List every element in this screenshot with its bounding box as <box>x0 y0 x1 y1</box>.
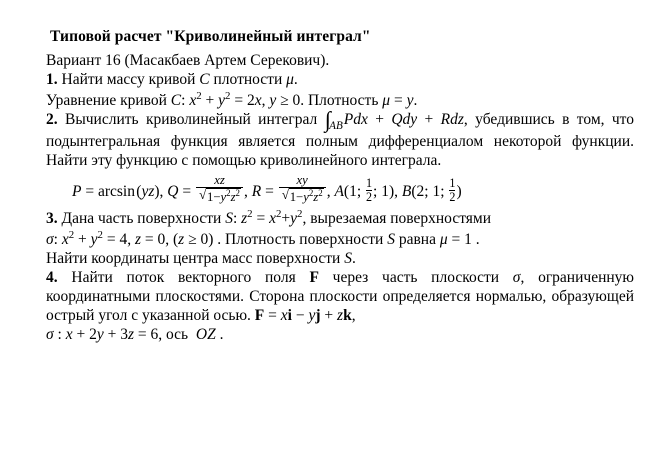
task-3-line-2: σ: $x^2 + y^2 = 4$, z = 0, (z ≥ 0) . Плотность поверхности S равна μ = 1 . <box>46 229 480 249</box>
task-2-number: 2. <box>46 110 58 128</box>
task-1-number: 1. <box>46 71 58 88</box>
task-3-line-3: Найти координаты центра масс поверхности S. <box>46 250 356 268</box>
variant-line: Вариант 16 (Масакбаев Артем Серекович). <box>46 52 330 69</box>
task-2-formula: P = arcsin (yz), Q = xz √ $1-y^2z^2$ , R = xy √ $1-y^2z^2$ , A(1; $\frac{1}{2}$ ; 1), B(2; 1; $\frac{1}{2}$ ) <box>72 174 634 205</box>
task-2-body: 2. Вычислить криволинейный интеграл $\int_{AB}Pdx$ + Qdy + Rdz, убедившись в том, что подынтегральная функция является полным дифференциалом некоторой функции. Найти эту функцию с помощью криволинейного интеграла. <box>46 106 634 170</box>
task-1-line-2: Уравнение кривой C: $x^2 + y^2 = 2x$, y ≥ 0. Плотность μ = y. <box>46 89 418 110</box>
page-title: Типовой расчет "Криволинейный интеграл" <box>50 28 371 45</box>
task-4-number: 4. <box>46 268 58 286</box>
task-3-number: 3. <box>46 210 58 228</box>
task-1-line-1: 1. Найти массу кривой C плотности μ. <box>46 71 298 88</box>
task-4-line-2: σ : x + 2y + 3z = 6, ось OZ . <box>46 325 224 343</box>
task-4-body: 4. Найти поток векторного поля F через часть плоскости σ, ограниченную координатными плоскостями. Сторона плоскости определяется нормалью, образующей острый угол с указанной осью. F = xi − yj + zk, <box>46 268 634 324</box>
task-3-line-1: 3. Дана часть поверхности S: $z^2 = x^2+y^2$, вырезаемая поверхностями <box>46 207 492 228</box>
